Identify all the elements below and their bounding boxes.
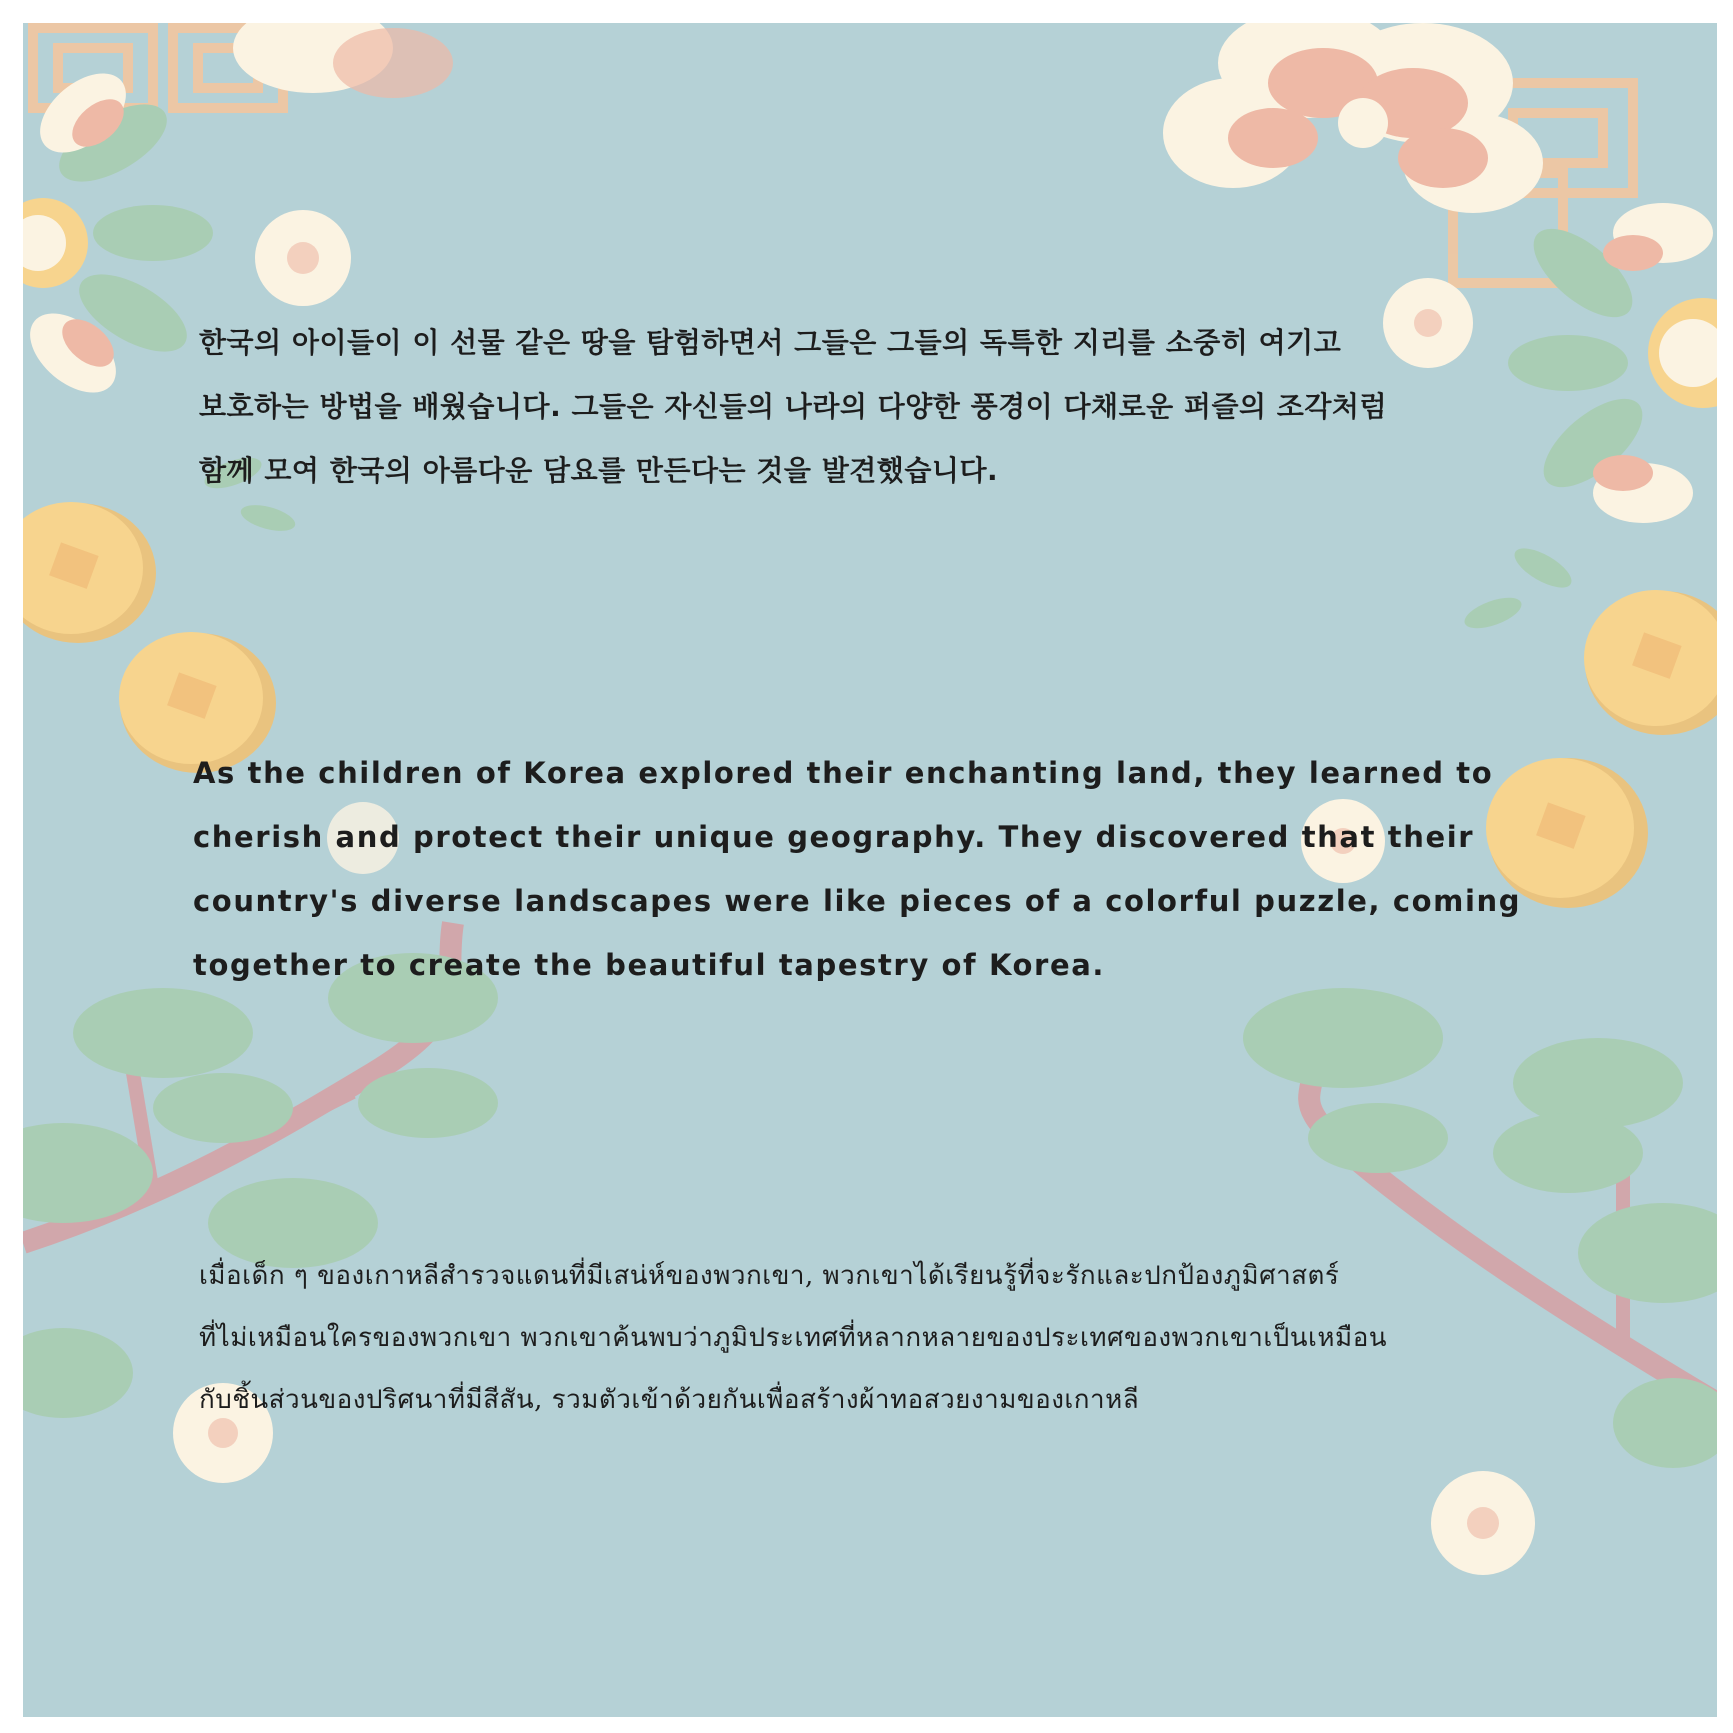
storybook-page [23,23,1717,1717]
english-paragraph [193,741,1553,997]
thai-line-3: กับชิ้นส่วนของปริศนาที่มีสีสัน, รวมตัวเข้าด้วยกันเพื่อสร้างผ้าทอสวยงามของเกาหลี [199,1385,1140,1415]
thai-paragraph [199,1245,1599,1431]
thai-line-2: ที่ไม่เหมือนใครของพวกเขา พวกเขาค้นพบว่าภูมิประเทศที่หลากหลายของประเทศของพวกเขาเป็นเหมือน [199,1323,1388,1353]
coin-left-top [23,502,156,643]
korean-paragraph [199,311,1549,503]
english-line-1: As the children of Korea explored their enchanting land, they learned to [193,756,1494,790]
coin-right-top [1584,590,1717,735]
large-flower-top-right [1163,23,1543,213]
white-blossom-1 [255,210,351,306]
flower-top-left-center [233,23,453,98]
english-line-4: together to create the beautiful tapestry of Korea. [193,948,1106,982]
korean-line-1: 한국의 아이들이 이 선물 같은 땅을 탐험하면서 그들은 그들의 독특한 지리를 소중히 여기고 [199,326,1342,359]
korean-line-3: 함께 모여 한국의 아름다운 담요를 만든다는 것을 발견했습니다. [199,454,999,487]
english-line-3: country's diverse landscapes were like pieces of a colorful puzzle, coming [193,884,1522,918]
english-line-2: cherish and protect their unique geography. They discovered that their [193,820,1475,854]
korean-line-2: 보호하는 방법을 배웠습니다. 그들은 자신들의 나라의 다양한 풍경이 다채로운 퍼즐의 조각처럼 [199,390,1387,423]
white-blossom-6 [1431,1471,1535,1575]
thai-line-1: เมื่อเด็ก ๆ ของเกาหลีสำรวจแดนที่มีเสน่ห์ของพวกเขา, พวกเขาได้เรียนรู้ที่จะรักและปกป้องภูมิศาสตร์ [199,1261,1340,1291]
